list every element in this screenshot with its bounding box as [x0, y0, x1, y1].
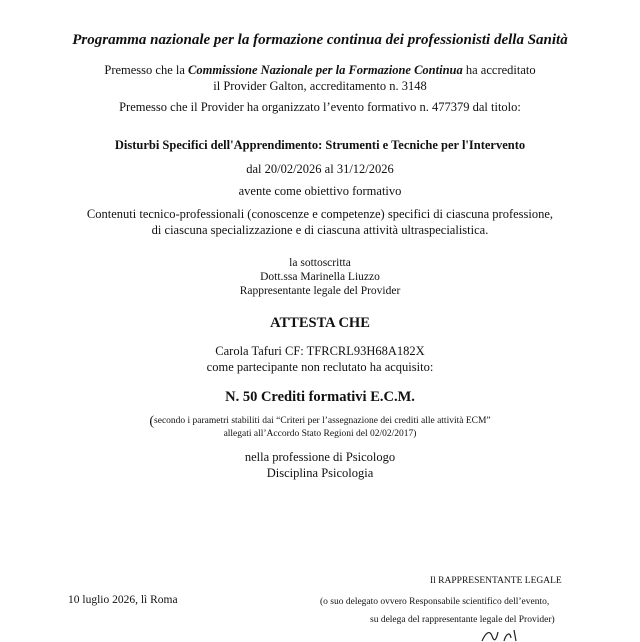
legal-rep-title: Il RAPPRESENTANTE LEGALE [430, 576, 562, 586]
program-title: Programma nazionale per la formazione continua dei professionisti della Sanità [72, 32, 568, 48]
note-text-1: secondo i parametri stabiliti dai “Criteri per l’assegnazione dei crediti alle attività ECM” [154, 416, 491, 426]
event-dates: dal 20/02/2026 al 31/12/2026 [246, 162, 394, 176]
commission-name: Commissione Nazionale per la Formazione Continua [188, 63, 463, 77]
objective-label: avente come obiettivo formativo [238, 184, 402, 198]
event-title: Disturbi Specifici dell'Apprendimento: Strumenti e Tecniche per l'Intervento [114, 138, 526, 152]
legal-rep-note-2: su delega del rappresentante legale del Provider) [370, 615, 555, 625]
place-date: 10 luglio 2026, lì Roma [68, 594, 178, 606]
legal-rep-note-1: (o suo delegato ovvero Responsabile scientifico dell’evento, [320, 597, 550, 607]
premise-event: Premesso che il Provider ha organizzato l’evento formativo n. 477379 dal titolo: [119, 100, 521, 114]
note-open-paren: ( [149, 414, 155, 429]
credits-awarded: N. 50 Crediti formativi E.C.M. [225, 389, 415, 405]
premise-suffix: ha accreditato [462, 63, 536, 77]
objective-line-1: Contenuti tecnico-professionali (conoscenze e competenze) specifici di ciascuna professione, [86, 207, 554, 221]
participant-name: Carola Tafuri CF: TFRCRL93H68A182X [215, 344, 425, 358]
provider-accreditation: il Provider Galton, accreditamento n. 3148 [213, 79, 427, 93]
signatory-role: Rappresentante legale del Provider [239, 285, 401, 297]
discipline: Disciplina Psicologia [266, 466, 374, 480]
participant-role: come partecipante non reclutato ha acquisito: [206, 360, 434, 374]
credits-note-line-2: allegati all’Accordo Stato Regioni del 02/02/2017) [223, 429, 417, 439]
profession: nella professione di Psicologo [244, 450, 396, 464]
signatory-intro: la sottoscritta [289, 257, 351, 269]
credits-note-line-1 [0, 414, 640, 430]
premise-prefix: Premesso che la [104, 63, 189, 77]
attesta-heading: ATTESTA CHE [270, 315, 370, 331]
premise-accreditation [0, 63, 640, 78]
signatory-name: Dott.ssa Marinella Liuzzo [260, 271, 380, 283]
objective-line-2: di ciascuna specializzazione e di ciascuna attività ultraspecialistica. [151, 223, 489, 237]
